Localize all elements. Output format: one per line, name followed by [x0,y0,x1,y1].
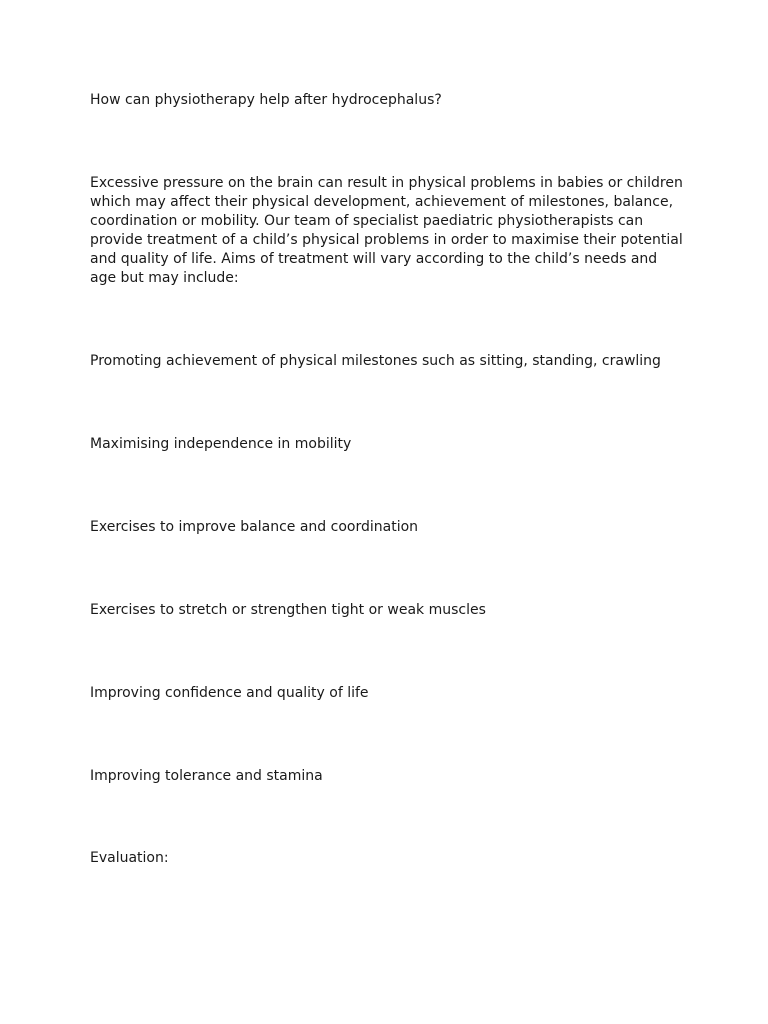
aim-item: Maximising independence in mobility [90,436,352,452]
aim-item: Exercises to stretch or strengthen tight or weak muscles [90,602,486,618]
aim-item: Improving confidence and quality of life [90,685,369,701]
intro-line: Excessive pressure on the brain can result in physical problems in babies or children [90,175,683,191]
intro-line: coordination or mobility. Our team of specialist paediatric physiotherapists can [90,213,644,229]
aim-item: Promoting achievement of physical milestones such as sitting, standing, crawling [90,353,661,369]
evaluation-label: Evaluation: [90,850,169,866]
intro-paragraph [90,174,690,288]
intro-line: which may affect their physical development, achievement of milestones, balance, [90,194,674,210]
intro-line: age but may include: [90,270,239,286]
document-heading: How can physiotherapy help after hydrocephalus? [90,92,442,108]
aim-item: Improving tolerance and stamina [90,768,323,784]
intro-line: and quality of life. Aims of treatment will vary according to the child’s needs and [90,251,658,267]
intro-line: provide treatment of a child’s physical problems in order to maximise their potential [90,232,683,248]
aim-item: Exercises to improve balance and coordination [90,519,419,535]
